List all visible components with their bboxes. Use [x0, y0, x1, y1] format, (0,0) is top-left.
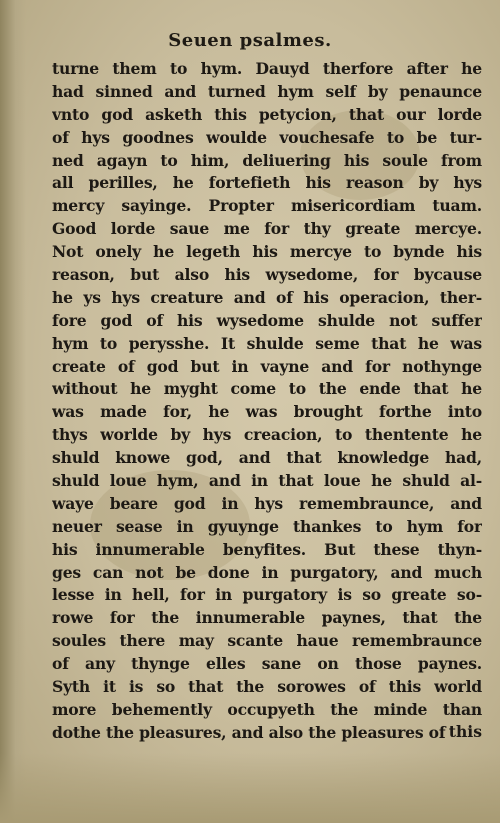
text-line: Not onely he legeth his mercye to bynde his	[52, 242, 482, 262]
text-line: ned agayn to him, deliuering his soule from	[52, 150, 482, 170]
text-line: thys worlde by hys creacion, to thentente he	[52, 425, 482, 445]
text-line: ges can not be done in purgatory, and much	[52, 562, 482, 582]
text-line: had sinned and turned hym self by penaunce	[52, 81, 482, 101]
text-line: create of god but in vayne and for nothynge	[52, 356, 482, 376]
text-line: waye beare god in hys remembraunce, and	[52, 493, 482, 513]
text-line: Syth it is so that the sorowes of this world	[52, 677, 482, 697]
text-line: mercy sayinge. Propter misericordiam tuam.	[52, 196, 482, 216]
text-line: fore god of his wysedome shulde not suffer	[52, 310, 482, 330]
text-line: vnto god asketh this petycion, that our lorde	[52, 104, 482, 124]
text-line: shuld loue hym, and in that loue he shuld al-	[52, 471, 482, 491]
text-line: Good lorde saue me for thy greate mercye.	[52, 219, 482, 239]
text-line: was made for, he was brought forthe into	[52, 402, 482, 422]
text-line: soules there may scante haue remembraunce	[52, 631, 482, 651]
text-line: rowe for the innumerable paynes, that the	[52, 608, 482, 628]
text-line: hym to perysshe. It shulde seme that he was	[52, 333, 482, 353]
text-line: more behemently occupyeth the minde than	[52, 699, 482, 719]
running-head: Seuen psalmes.	[168, 30, 332, 51]
page-bottom-shadow	[0, 753, 500, 823]
text-line: dothe the pleasures, and also the pleasures of	[52, 722, 446, 742]
text-line: reason, but also his wysedome, for bycause	[52, 265, 482, 285]
text-line: he ys hys creature and of his operacion, ther-	[52, 287, 482, 307]
body-text	[52, 58, 482, 745]
text-line: neuer sease in gyuynge thankes to hym for	[52, 516, 482, 536]
text-line: lesse in hell, for in purgatory is so greate so-	[52, 585, 482, 605]
catchword: this	[448, 722, 482, 741]
text-line: of hys goodnes woulde vouchesafe to be tur-	[52, 127, 482, 147]
text-line: his innumerable benyfites. But these thyn-	[52, 539, 482, 559]
text-line: shuld knowe god, and that knowledge had,	[52, 448, 482, 468]
text-line: of any thynge elles sane on those paynes.	[52, 654, 482, 674]
text-line: without he myght come to the ende that he	[52, 379, 482, 399]
text-line: turne them to hym. Dauyd therfore after he	[52, 59, 482, 78]
text-line: all perilles, he fortefieth his reason by hys	[52, 173, 482, 193]
page-gutter-shadow	[0, 0, 26, 823]
